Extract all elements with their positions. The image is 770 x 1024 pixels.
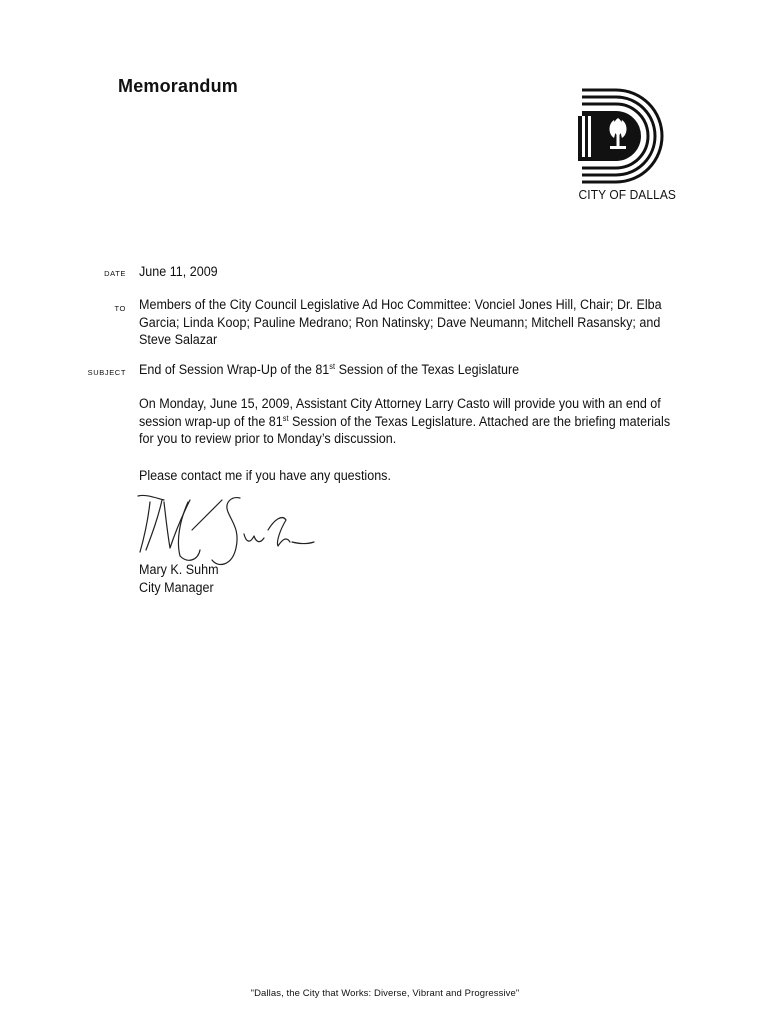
to-line: Members of the City Council Legislative Ad Hoc Committee: Vonciel Jones Hill, Chair; Dr. Elba [139,297,662,312]
to-line: Steve Salazar [139,332,218,347]
subject-text: End of Session Wrap-Up of the 81 [139,362,330,377]
memo-subject [139,361,660,379]
body-superscript: st [282,413,289,423]
to-recipients [139,296,688,349]
body-paragraph [139,395,688,448]
subject-text: Session of the Texas Legislature [335,362,520,377]
body-line [139,413,688,431]
subject-label: SUBJECT [87,368,126,377]
to-label: TO [114,304,126,313]
signer-block [139,561,660,596]
body-line: for you to review prior to Monday’s discussion. [139,431,397,446]
signer-title: City Manager [139,579,214,595]
body-text: session wrap-up of the 81 [139,413,283,429]
organization-name: CITY OF DALLAS [578,187,676,202]
memo-date: June 11, 2009 [139,264,218,279]
body-text: Session of the Texas Legislature. Attached are the briefing materials [288,413,671,429]
date-label: DATE [104,269,126,278]
footer-slogan: "Dallas, the City that Works: Diverse, Vibrant and Progressive" [250,988,520,999]
subject-superscript: st [329,362,336,371]
signer-name: Mary K. Suhm [139,562,219,577]
city-of-dallas-logo-icon [574,86,674,186]
body-line: On Monday, June 15, 2009, Assistant City Attorney Larry Casto will provide you with an end of [139,396,661,411]
to-line: Garcia; Linda Koop; Pauline Medrano; Ron Natinsky; Dave Neumann; Mitchell Rasansky; and [139,314,661,330]
memo-title: Memorandum [118,76,239,96]
body-paragraph-closing: Please contact me if you have any questions. [139,468,391,483]
